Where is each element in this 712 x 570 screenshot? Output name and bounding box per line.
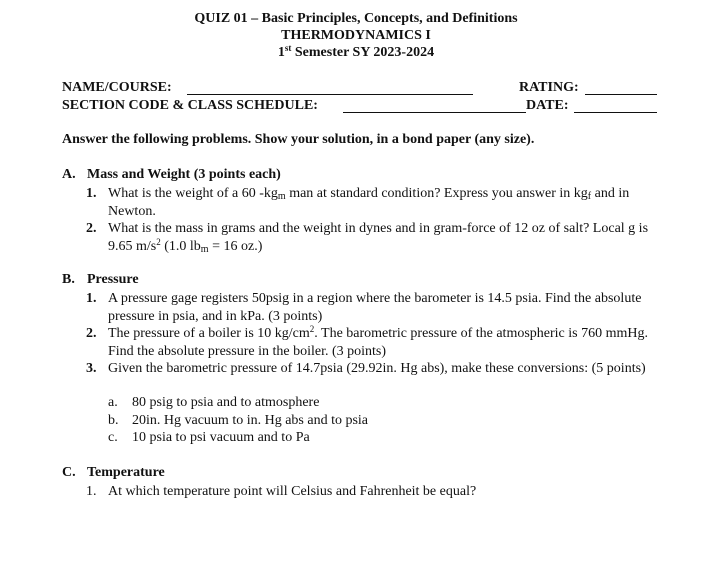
unit-subscript: f bbox=[587, 191, 592, 202]
sub-question-letter: b. bbox=[108, 413, 119, 428]
quiz-title: QUIZ 01 – Basic Principles, Concepts, and Definitions bbox=[194, 11, 518, 26]
name-course-blank[interactable] bbox=[187, 94, 473, 95]
question-a2 bbox=[86, 220, 657, 255]
section-a-heading bbox=[62, 167, 281, 183]
section-a-title: Mass and Weight (3 points each) bbox=[87, 167, 281, 182]
subject-title: THERMODYNAMICS I bbox=[281, 28, 431, 43]
sub-question-c bbox=[108, 430, 310, 446]
question-text: = 16 oz.) bbox=[208, 238, 263, 254]
question-text: What is the mass in grams and the weight in dynes and in gram-force of 12 oz of salt? Local g is 9.65 m/s bbox=[108, 221, 649, 254]
section-a-letter: A. bbox=[62, 167, 76, 182]
section-c-title: Temperature bbox=[87, 465, 165, 480]
sub-question-a bbox=[108, 395, 320, 411]
semester-number: 1 bbox=[277, 45, 285, 60]
question-a1 bbox=[86, 185, 657, 220]
date-label: DATE: bbox=[526, 98, 569, 113]
question-number: 3. bbox=[86, 361, 97, 376]
question-text: . The barometric pressure of the atmospheric is 760 mmHg. Find the absolute pressure in the boiler. (3 points) bbox=[108, 326, 648, 359]
sub-question-text: 10 psia to psi vacuum and to Pa bbox=[132, 430, 310, 445]
sub-question-letter: a. bbox=[108, 395, 118, 410]
question-number: 2. bbox=[86, 326, 97, 341]
date-blank[interactable] bbox=[574, 112, 657, 113]
question-text: and in Newton. bbox=[108, 186, 630, 219]
section-c-letter: C. bbox=[62, 465, 76, 480]
unit-superscript: 2 bbox=[309, 324, 315, 334]
question-b3 bbox=[86, 360, 657, 378]
question-text: (1.0 lb bbox=[160, 238, 201, 254]
sub-question-b bbox=[108, 413, 369, 429]
section-b-letter: B. bbox=[62, 272, 75, 287]
question-text: At which temperature point will Celsius and Fahrenheit be equal? bbox=[108, 484, 477, 499]
sub-question-letter: c. bbox=[108, 430, 118, 445]
sub-question-text: 80 psig to psia and to atmosphere bbox=[132, 395, 320, 410]
section-schedule-blank[interactable] bbox=[343, 112, 526, 113]
instructions: Answer the following problems. Show your solution, in a bond paper (any size). bbox=[62, 132, 535, 147]
unit-subscript: m bbox=[200, 243, 209, 255]
rating-blank[interactable] bbox=[585, 94, 657, 95]
unit-subscript: m bbox=[277, 191, 286, 202]
question-text: The pressure of a boiler is 10 kg/cm bbox=[108, 326, 310, 341]
question-text: Given the barometric pressure of 14.7psia (29.92in. Hg abs), make these conversions: (5 points) bbox=[108, 361, 646, 376]
semester-text: Semester SY 2023-2024 bbox=[291, 45, 435, 60]
unit-superscript: 2 bbox=[156, 236, 161, 247]
question-number: 1. bbox=[86, 484, 97, 499]
question-number: 1. bbox=[86, 186, 97, 201]
question-b2 bbox=[86, 324, 657, 360]
question-b1 bbox=[86, 290, 657, 325]
section-schedule-label: SECTION CODE & CLASS SCHEDULE: bbox=[62, 98, 318, 113]
question-number: 1. bbox=[86, 291, 97, 306]
question-text: What is the weight of a 60 -kg bbox=[108, 186, 278, 201]
section-b-title: Pressure bbox=[87, 272, 139, 287]
question-text: man at standard condition? Express you answer in kg bbox=[285, 186, 588, 201]
section-b-heading bbox=[62, 272, 139, 288]
question-text: A pressure gage registers 50psig in a region where the barometer is 14.5 psia. Find the absolute pressure in psia, and in kPa. (3 points) bbox=[108, 291, 642, 324]
sub-question-text: 20in. Hg vacuum to in. Hg abs and to psia bbox=[132, 413, 369, 428]
semester-line bbox=[0, 44, 712, 62]
semester-ordinal: st bbox=[284, 43, 292, 53]
question-c1 bbox=[86, 483, 657, 501]
question-number: 2. bbox=[86, 221, 97, 236]
name-course-label: NAME/COURSE: bbox=[62, 80, 172, 95]
section-c-heading bbox=[62, 465, 165, 481]
rating-label: RATING: bbox=[519, 80, 579, 95]
